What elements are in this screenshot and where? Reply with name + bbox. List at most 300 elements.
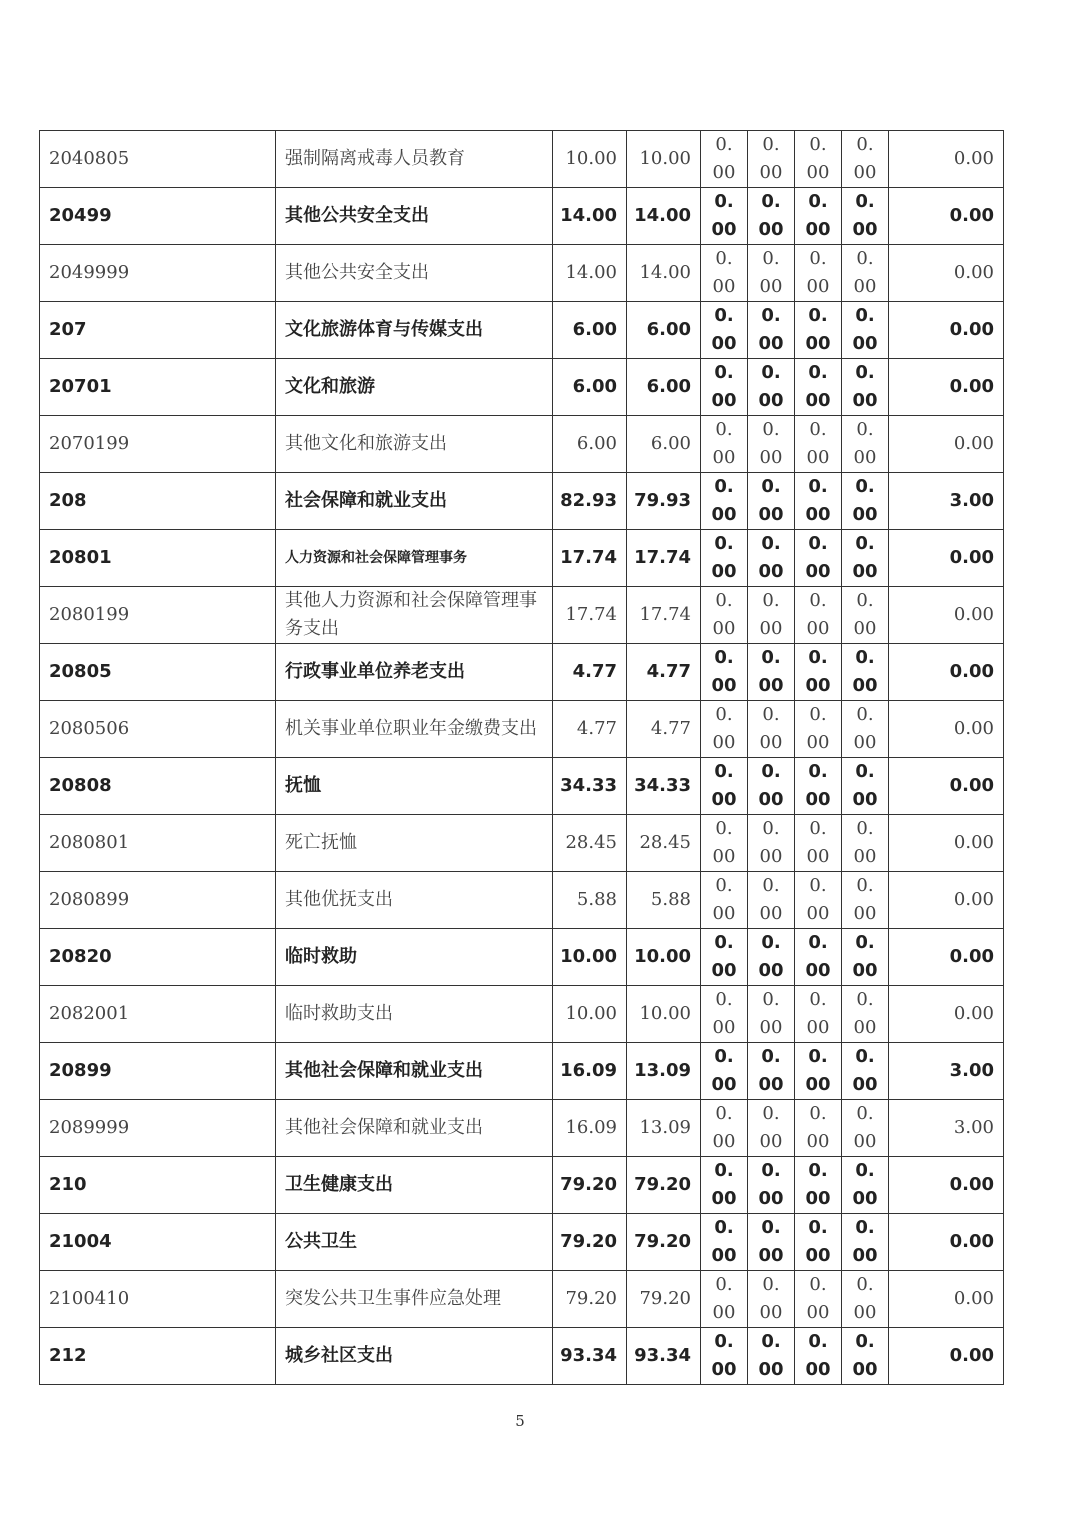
cell-small-bottom: 00 <box>853 846 877 867</box>
cell-small-3 <box>795 416 842 473</box>
cell-small-bottom: 00 <box>853 903 877 924</box>
cell-small-top: 0. <box>856 590 874 611</box>
cell-small-bottom: 00 <box>758 789 784 810</box>
cell-small-top: 0. <box>855 476 875 497</box>
cell-small-top: 0. <box>761 305 781 326</box>
cell-name: 其他社会保障和就业支出 <box>276 1100 553 1157</box>
cell-name: 文化和旅游 <box>276 359 553 416</box>
cell-total: 79.20 <box>553 1157 627 1214</box>
cell-small-bottom: 00 <box>806 903 830 924</box>
cell-small-top: 0. <box>714 932 734 953</box>
cell-small-bottom: 00 <box>711 561 737 582</box>
cell-other: 0.00 <box>889 1214 1004 1271</box>
cell-small-bottom: 00 <box>758 561 784 582</box>
cell-small-bottom: 00 <box>852 219 878 240</box>
cell-name: 其他文化和旅游支出 <box>276 416 553 473</box>
cell-small-4 <box>842 188 889 245</box>
cell-small-bottom: 00 <box>711 789 737 810</box>
cell-small-top: 0. <box>808 761 828 782</box>
cell-code: 207 <box>40 302 276 359</box>
cell-basic: 13.09 <box>627 1043 701 1100</box>
table-row <box>40 245 1004 302</box>
cell-small-1 <box>701 1271 748 1328</box>
table-row <box>40 758 1004 815</box>
cell-total: 4.77 <box>553 701 627 758</box>
cell-small-bottom: 00 <box>805 1074 831 1095</box>
cell-name: 强制隔离戒毒人员教育 <box>276 131 553 188</box>
cell-small-bottom: 00 <box>758 504 784 525</box>
cell-total: 79.20 <box>553 1214 627 1271</box>
cell-small-2 <box>748 872 795 929</box>
cell-small-bottom: 00 <box>805 219 831 240</box>
cell-small-bottom: 00 <box>712 903 736 924</box>
cell-basic: 13.09 <box>627 1100 701 1157</box>
cell-small-4 <box>842 359 889 416</box>
table-row <box>40 1328 1004 1385</box>
cell-small-top: 0. <box>761 191 781 212</box>
cell-small-top: 0. <box>856 419 874 440</box>
cell-small-3 <box>795 245 842 302</box>
cell-small-bottom: 00 <box>759 618 783 639</box>
cell-small-1 <box>701 188 748 245</box>
cell-small-3 <box>795 188 842 245</box>
cell-other: 0.00 <box>889 929 1004 986</box>
cell-basic: 10.00 <box>627 986 701 1043</box>
cell-small-bottom: 00 <box>759 1131 783 1152</box>
cell-other: 0.00 <box>889 872 1004 929</box>
cell-small-bottom: 00 <box>852 1245 878 1266</box>
cell-small-bottom: 00 <box>805 333 831 354</box>
cell-small-top: 0. <box>856 818 874 839</box>
cell-basic: 79.20 <box>627 1214 701 1271</box>
cell-small-top: 0. <box>809 248 827 269</box>
cell-small-top: 0. <box>809 419 827 440</box>
cell-name: 行政事业单位养老支出 <box>276 644 553 701</box>
cell-code: 2089999 <box>40 1100 276 1157</box>
cell-small-bottom: 00 <box>806 1017 830 1038</box>
cell-small-3 <box>795 1271 842 1328</box>
cell-small-top: 0. <box>808 1160 828 1181</box>
cell-basic: 79.20 <box>627 1157 701 1214</box>
cell-other: 0.00 <box>889 986 1004 1043</box>
cell-small-bottom: 00 <box>853 162 877 183</box>
cell-small-2 <box>748 473 795 530</box>
cell-small-4 <box>842 815 889 872</box>
cell-small-2 <box>748 1100 795 1157</box>
cell-total: 5.88 <box>553 872 627 929</box>
cell-code: 2082001 <box>40 986 276 1043</box>
cell-small-bottom: 00 <box>711 504 737 525</box>
cell-other: 0.00 <box>889 245 1004 302</box>
cell-small-bottom: 00 <box>853 447 877 468</box>
cell-basic: 6.00 <box>627 416 701 473</box>
cell-small-1 <box>701 359 748 416</box>
cell-name: 其他优抚支出 <box>276 872 553 929</box>
cell-small-bottom: 00 <box>758 333 784 354</box>
cell-small-top: 0. <box>714 305 734 326</box>
cell-code: 20701 <box>40 359 276 416</box>
cell-small-bottom: 00 <box>759 732 783 753</box>
cell-small-top: 0. <box>762 590 780 611</box>
cell-code: 20820 <box>40 929 276 986</box>
cell-small-bottom: 00 <box>853 1017 877 1038</box>
cell-small-1 <box>701 701 748 758</box>
cell-small-top: 0. <box>856 134 874 155</box>
cell-small-bottom: 00 <box>852 333 878 354</box>
cell-small-4 <box>842 758 889 815</box>
cell-small-bottom: 00 <box>711 1245 737 1266</box>
cell-small-4 <box>842 644 889 701</box>
cell-name: 死亡抚恤 <box>276 815 553 872</box>
cell-small-bottom: 00 <box>805 1188 831 1209</box>
cell-total: 14.00 <box>553 188 627 245</box>
cell-small-3 <box>795 473 842 530</box>
cell-small-bottom: 00 <box>852 1359 878 1380</box>
cell-small-1 <box>701 302 748 359</box>
cell-small-bottom: 00 <box>758 1359 784 1380</box>
cell-small-top: 0. <box>762 1274 780 1295</box>
cell-small-1 <box>701 131 748 188</box>
cell-basic: 79.20 <box>627 1271 701 1328</box>
cell-small-top: 0. <box>761 362 781 383</box>
cell-small-top: 0. <box>715 875 733 896</box>
cell-small-top: 0. <box>762 419 780 440</box>
cell-code: 2070199 <box>40 416 276 473</box>
cell-small-2 <box>748 416 795 473</box>
cell-small-top: 0. <box>761 932 781 953</box>
cell-small-top: 0. <box>808 476 828 497</box>
cell-small-top: 0. <box>714 761 734 782</box>
cell-small-2 <box>748 1043 795 1100</box>
cell-small-bottom: 00 <box>758 1074 784 1095</box>
cell-other: 0.00 <box>889 188 1004 245</box>
cell-small-top: 0. <box>715 248 733 269</box>
table-row <box>40 872 1004 929</box>
cell-small-bottom: 00 <box>852 675 878 696</box>
cell-small-top: 0. <box>715 1274 733 1295</box>
cell-small-1 <box>701 416 748 473</box>
cell-small-1 <box>701 986 748 1043</box>
cell-name: 抚恤 <box>276 758 553 815</box>
cell-small-top: 0. <box>809 989 827 1010</box>
cell-small-top: 0. <box>762 875 780 896</box>
cell-small-1 <box>701 758 748 815</box>
cell-small-2 <box>748 188 795 245</box>
cell-small-1 <box>701 929 748 986</box>
cell-small-top: 0. <box>808 647 828 668</box>
cell-name: 城乡社区支出 <box>276 1328 553 1385</box>
cell-small-top: 0. <box>714 1046 734 1067</box>
cell-total: 10.00 <box>553 986 627 1043</box>
cell-other: 0.00 <box>889 587 1004 644</box>
cell-small-top: 0. <box>855 647 875 668</box>
cell-small-bottom: 00 <box>853 1302 877 1323</box>
cell-total: 34.33 <box>553 758 627 815</box>
cell-small-top: 0. <box>714 1160 734 1181</box>
cell-small-bottom: 00 <box>805 390 831 411</box>
cell-total: 79.20 <box>553 1271 627 1328</box>
cell-small-bottom: 00 <box>806 846 830 867</box>
cell-name: 公共卫生 <box>276 1214 553 1271</box>
cell-small-bottom: 00 <box>711 219 737 240</box>
cell-small-3 <box>795 587 842 644</box>
cell-small-bottom: 00 <box>712 1131 736 1152</box>
cell-total: 17.74 <box>553 530 627 587</box>
cell-small-bottom: 00 <box>805 789 831 810</box>
cell-small-4 <box>842 473 889 530</box>
cell-small-top: 0. <box>855 1217 875 1238</box>
cell-small-1 <box>701 1100 748 1157</box>
cell-small-3 <box>795 1214 842 1271</box>
cell-other: 0.00 <box>889 530 1004 587</box>
cell-small-bottom: 00 <box>852 789 878 810</box>
cell-code: 2080801 <box>40 815 276 872</box>
cell-small-3 <box>795 302 842 359</box>
cell-small-top: 0. <box>762 704 780 725</box>
cell-small-3 <box>795 1157 842 1214</box>
cell-small-3 <box>795 1328 842 1385</box>
table-row <box>40 815 1004 872</box>
cell-small-top: 0. <box>762 818 780 839</box>
cell-small-top: 0. <box>809 1274 827 1295</box>
cell-small-4 <box>842 872 889 929</box>
cell-total: 6.00 <box>553 416 627 473</box>
cell-code: 210 <box>40 1157 276 1214</box>
cell-other: 0.00 <box>889 644 1004 701</box>
cell-small-2 <box>748 302 795 359</box>
cell-name: 其他公共安全支出 <box>276 245 553 302</box>
cell-small-top: 0. <box>714 1217 734 1238</box>
cell-name: 突发公共卫生事件应急处理 <box>276 1271 553 1328</box>
cell-small-top: 0. <box>761 533 781 554</box>
table-row <box>40 473 1004 530</box>
cell-small-4 <box>842 530 889 587</box>
table-row <box>40 188 1004 245</box>
cell-small-bottom: 00 <box>712 732 736 753</box>
cell-name: 临时救助支出 <box>276 986 553 1043</box>
cell-total: 16.09 <box>553 1043 627 1100</box>
cell-small-top: 0. <box>809 134 827 155</box>
cell-small-2 <box>748 245 795 302</box>
cell-small-2 <box>748 1271 795 1328</box>
cell-name: 临时救助 <box>276 929 553 986</box>
cell-name: 文化旅游体育与传媒支出 <box>276 302 553 359</box>
cell-name: 其他人力资源和社会保障管理事务支出 <box>276 587 553 644</box>
cell-small-2 <box>748 1157 795 1214</box>
cell-small-1 <box>701 644 748 701</box>
cell-small-3 <box>795 815 842 872</box>
cell-small-2 <box>748 359 795 416</box>
cell-basic: 17.74 <box>627 587 701 644</box>
cell-small-4 <box>842 1214 889 1271</box>
cell-basic: 10.00 <box>627 929 701 986</box>
cell-small-bottom: 00 <box>712 1302 736 1323</box>
cell-small-bottom: 00 <box>711 333 737 354</box>
cell-small-top: 0. <box>808 533 828 554</box>
cell-small-bottom: 00 <box>853 618 877 639</box>
cell-name: 机关事业单位职业年金缴费支出 <box>276 701 553 758</box>
cell-small-top: 0. <box>809 590 827 611</box>
cell-small-2 <box>748 644 795 701</box>
cell-small-top: 0. <box>855 1331 875 1352</box>
cell-small-top: 0. <box>809 1103 827 1124</box>
cell-small-bottom: 00 <box>759 162 783 183</box>
cell-small-top: 0. <box>715 704 733 725</box>
table-row <box>40 1043 1004 1100</box>
cell-other: 0.00 <box>889 1157 1004 1214</box>
cell-total: 10.00 <box>553 929 627 986</box>
cell-small-bottom: 00 <box>711 675 737 696</box>
cell-small-top: 0. <box>855 932 875 953</box>
cell-small-top: 0. <box>761 1217 781 1238</box>
cell-other: 0.00 <box>889 416 1004 473</box>
cell-small-2 <box>748 131 795 188</box>
cell-small-1 <box>701 530 748 587</box>
table-row <box>40 131 1004 188</box>
cell-code: 2049999 <box>40 245 276 302</box>
cell-small-1 <box>701 1157 748 1214</box>
cell-code: 208 <box>40 473 276 530</box>
cell-basic: 5.88 <box>627 872 701 929</box>
cell-small-3 <box>795 359 842 416</box>
expenditure-table <box>39 130 1004 1385</box>
cell-small-4 <box>842 1100 889 1157</box>
cell-small-top: 0. <box>808 1046 828 1067</box>
cell-other: 0.00 <box>889 758 1004 815</box>
cell-small-top: 0. <box>714 476 734 497</box>
cell-small-top: 0. <box>762 134 780 155</box>
cell-small-3 <box>795 131 842 188</box>
cell-small-4 <box>842 587 889 644</box>
cell-total: 10.00 <box>553 131 627 188</box>
cell-small-bottom: 00 <box>759 1017 783 1038</box>
cell-small-bottom: 00 <box>853 1131 877 1152</box>
cell-small-top: 0. <box>761 1331 781 1352</box>
table-row <box>40 929 1004 986</box>
cell-small-bottom: 00 <box>712 276 736 297</box>
cell-small-top: 0. <box>855 362 875 383</box>
cell-total: 17.74 <box>553 587 627 644</box>
cell-small-bottom: 00 <box>711 1188 737 1209</box>
cell-small-2 <box>748 929 795 986</box>
cell-small-4 <box>842 986 889 1043</box>
cell-other: 3.00 <box>889 473 1004 530</box>
cell-code: 2100410 <box>40 1271 276 1328</box>
cell-small-3 <box>795 929 842 986</box>
cell-small-bottom: 00 <box>805 960 831 981</box>
cell-small-bottom: 00 <box>852 1188 878 1209</box>
cell-small-top: 0. <box>856 704 874 725</box>
cell-small-top: 0. <box>856 1274 874 1295</box>
cell-small-top: 0. <box>808 191 828 212</box>
cell-basic: 93.34 <box>627 1328 701 1385</box>
cell-small-bottom: 00 <box>852 561 878 582</box>
cell-small-bottom: 00 <box>712 618 736 639</box>
cell-small-bottom: 00 <box>712 162 736 183</box>
table-row <box>40 701 1004 758</box>
cell-small-top: 0. <box>808 1331 828 1352</box>
cell-small-top: 0. <box>808 1217 828 1238</box>
cell-other: 0.00 <box>889 815 1004 872</box>
cell-small-top: 0. <box>808 305 828 326</box>
cell-small-top: 0. <box>714 1331 734 1352</box>
cell-small-bottom: 00 <box>853 732 877 753</box>
cell-name: 人力资源和社会保障管理事务 <box>276 530 553 587</box>
cell-basic: 79.93 <box>627 473 701 530</box>
cell-small-1 <box>701 1043 748 1100</box>
cell-small-bottom: 00 <box>806 732 830 753</box>
cell-small-bottom: 00 <box>806 618 830 639</box>
cell-small-bottom: 00 <box>758 1188 784 1209</box>
cell-small-bottom: 00 <box>805 504 831 525</box>
table-row <box>40 986 1004 1043</box>
cell-code: 21004 <box>40 1214 276 1271</box>
cell-small-4 <box>842 1043 889 1100</box>
cell-other: 3.00 <box>889 1100 1004 1157</box>
cell-basic: 4.77 <box>627 644 701 701</box>
cell-code: 20499 <box>40 188 276 245</box>
cell-small-top: 0. <box>809 818 827 839</box>
cell-small-bottom: 00 <box>759 846 783 867</box>
cell-small-3 <box>795 701 842 758</box>
cell-small-2 <box>748 986 795 1043</box>
cell-total: 14.00 <box>553 245 627 302</box>
cell-basic: 14.00 <box>627 245 701 302</box>
cell-small-top: 0. <box>714 362 734 383</box>
cell-small-top: 0. <box>715 134 733 155</box>
cell-small-top: 0. <box>762 989 780 1010</box>
cell-small-top: 0. <box>855 1046 875 1067</box>
cell-other: 0.00 <box>889 1271 1004 1328</box>
cell-small-bottom: 00 <box>758 675 784 696</box>
cell-name: 卫生健康支出 <box>276 1157 553 1214</box>
cell-small-1 <box>701 245 748 302</box>
cell-small-4 <box>842 302 889 359</box>
cell-small-top: 0. <box>762 248 780 269</box>
cell-small-bottom: 00 <box>806 162 830 183</box>
cell-small-3 <box>795 1100 842 1157</box>
cell-small-bottom: 00 <box>759 903 783 924</box>
cell-small-bottom: 00 <box>805 1245 831 1266</box>
cell-other: 3.00 <box>889 1043 1004 1100</box>
cell-code: 212 <box>40 1328 276 1385</box>
cell-small-bottom: 00 <box>806 1131 830 1152</box>
cell-small-3 <box>795 644 842 701</box>
cell-total: 6.00 <box>553 302 627 359</box>
cell-total: 4.77 <box>553 644 627 701</box>
cell-total: 6.00 <box>553 359 627 416</box>
cell-name: 其他公共安全支出 <box>276 188 553 245</box>
table-body <box>40 131 1004 1385</box>
cell-small-top: 0. <box>715 1103 733 1124</box>
cell-small-bottom: 00 <box>805 675 831 696</box>
cell-small-4 <box>842 929 889 986</box>
cell-small-bottom: 00 <box>711 390 737 411</box>
cell-small-2 <box>748 815 795 872</box>
cell-small-bottom: 00 <box>759 1302 783 1323</box>
cell-small-4 <box>842 416 889 473</box>
cell-code: 20801 <box>40 530 276 587</box>
cell-total: 82.93 <box>553 473 627 530</box>
cell-name: 其他社会保障和就业支出 <box>276 1043 553 1100</box>
cell-small-bottom: 00 <box>852 1074 878 1095</box>
cell-basic: 17.74 <box>627 530 701 587</box>
cell-small-bottom: 00 <box>852 504 878 525</box>
cell-small-2 <box>748 758 795 815</box>
cell-small-top: 0. <box>761 647 781 668</box>
cell-small-top: 0. <box>761 1160 781 1181</box>
table-row <box>40 1100 1004 1157</box>
